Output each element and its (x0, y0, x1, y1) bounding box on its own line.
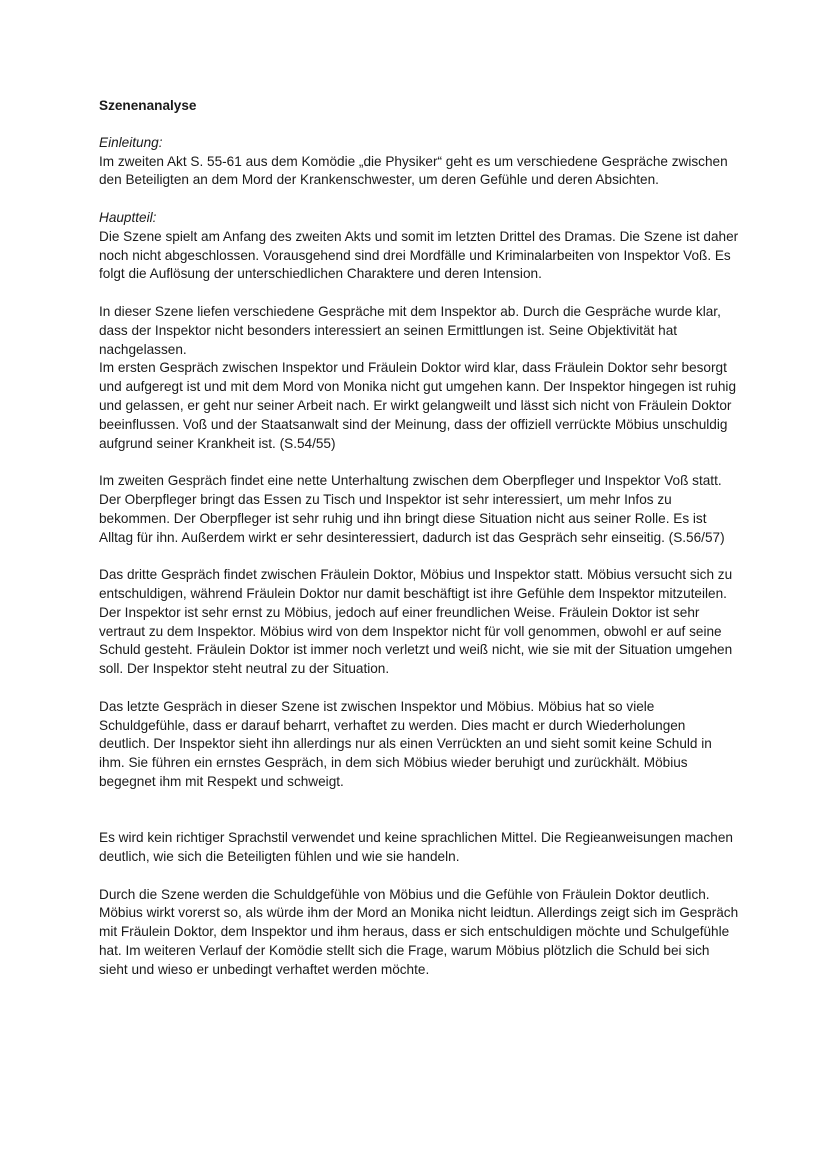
paragraph-second-conversation: Im zweiten Gespräch findet eine nette Unterhaltung zwischen dem Oberpfleger und Inspektor Voß statt. Der Oberpfleger bringt das Essen zu Tisch und Inspektor ist sehr interessiert, um mehr Infos zu bekommen. Der Oberpfleger ist sehr ruhig und ihn bringt diese Situation nicht aus seiner Rolle. Es ist Alltag für ihn. Außerdem wirkt er sehr desinteressiert, dadurch ist das Gespräch sehr einseitig. (S.56/57) (99, 473, 725, 545)
main-heading: Hauptteil: (99, 209, 157, 225)
document-title: Szenenanalyse (99, 98, 197, 113)
paragraph-language-style: Es wird kein richtiger Sprachstil verwendet und keine sprachlichen Mittel. Die Regieanweisungen machen deutlich, wie sich die Beteiligten fühlen und wie sie handeln. (99, 830, 733, 865)
intro-paragraph: Im zweiten Akt S. 55-61 aus dem Komödie „die Physiker“ geht es um verschiedene Gespräche zwischen den Beteiligten an dem Mord der Krankenschwester, um deren Gefühle und deren Absichten. (99, 153, 728, 188)
paragraph-conclusion: Durch die Szene werden die Schuldgefühle von Möbius und die Gefühle von Fräulein Doktor deutlich. Möbius wirkt vorerst so, als würde ihm der Mord an Monika nicht leidtun. Allerdings zeigt sich im Gespräch mit Fräulein Doktor, dem Inspektor und ihm heraus, dass er sich entschuldigen möchte und Schulgefühle hat. Im weiteren Verlauf der Komödie stellt sich die Frage, warum Möbius plötzlich die Schuld bei sich sieht und wieso er unbedingt verhaftet werden möchte. (99, 886, 739, 977)
intro-heading: Einleitung: (99, 134, 163, 150)
paragraph-first-conversation: Im ersten Gespräch zwischen Inspektor und Fräulein Doktor wird klar, dass Fräulein Doktor sehr besorgt und aufgeregt ist und mit dem Mord von Monika nicht gut umgehen kann. Der Inspektor hingegen ist ruhig und gelassen, er geht nur seiner Arbeit nach. Er wirkt gelangweilt und lässt sich nicht von Fräulein Doktor beeinflussen. Voß und der Staatsanwalt sind der Meinung, dass der offiziell verrückte Möbius unschuldig aufgrund seiner Krankheit ist. (S.54/55) (99, 360, 737, 451)
paragraph-last-conversation: Das letzte Gespräch in dieser Szene ist zwischen Inspektor und Möbius. Möbius hat so viele Schuldgefühle, dass er darauf beharrt, verhaftet zu werden. Dies macht er durch Wiederholungen deutlich. Der Inspektor sieht ihn allerdings nur als einen Verrückten an und sieht somit keine Schuld in ihm. Sie führen ein ernstes Gespräch, in dem sich Möbius wieder beruhigt und zurückhält. Möbius begegnet ihm mit Respekt und schweigt. (99, 698, 712, 789)
paragraph-third-conversation: Das dritte Gespräch findet zwischen Fräulein Doktor, Möbius und Inspektor statt. Möbius versucht sich zu entschuldigen, während Fräulein Doktor nur damit beschäftigt ist ihre Gefühle dem Inspektor mitzuteilen. Der Inspektor ist sehr ernst zu Möbius, jedoch auf einer freundlichen Weise. Fräulein Doktor ist sehr vertraut zu dem Inspektor. Möbius wird von dem Inspektor nicht für voll genommen, obwohl er auf seine Schuld gesteht. Fräulein Doktor ist immer noch verletzt und weiß nicht, wie sie mit der Situation umgehen soll. Der Inspektor steht neutral zu der Situation. (99, 567, 733, 677)
document-page (99, 97, 739, 980)
paragraph-conversations-overview: In dieser Szene liefen verschiedene Gespräche mit dem Inspektor ab. Durch die Gespräche wurde klar, dass der Inspektor nicht besonders interessiert an seinen Ermittlungen ist. Seine Objektivität hat nachgelassen. (99, 303, 721, 357)
paragraph-scene-context: Die Szene spielt am Anfang des zweiten Akts und somit im letzten Drittel des Dramas. Die Szene ist daher noch nicht abgeschlossen. Vorausgehend sind drei Mordfälle und Kriminalarbeiten von Inspektor Voß. Es folgt die Auflösung der unterschiedlichen Charaktere und deren Intension. (99, 228, 739, 282)
